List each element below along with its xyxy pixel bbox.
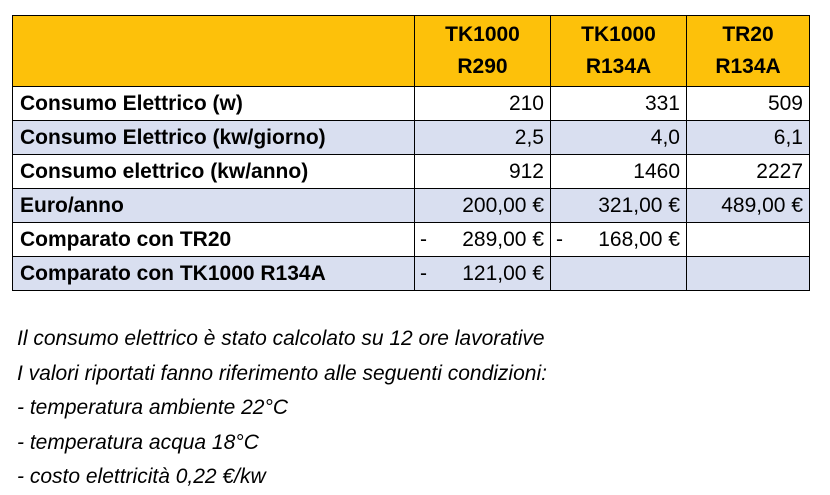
table-cell-empty: [551, 257, 687, 291]
table-cell: 912: [415, 155, 551, 189]
table-cell: 200,00 €: [415, 189, 551, 223]
table-row-comparato-tk1000-r134a: [13, 257, 810, 291]
column-header-line2: R134A: [715, 55, 781, 78]
table-cell: 489,00 €: [687, 189, 810, 223]
column-header-tk1000-r134a: [551, 16, 687, 87]
column-header-line1: TK1000: [445, 23, 520, 46]
negative-sign: -: [420, 227, 427, 251]
table-cell: 2227: [687, 155, 810, 189]
table-cell: [551, 223, 687, 257]
table-cell: 4,0: [551, 121, 687, 155]
cell-amount: 168,00 €: [598, 227, 680, 251]
column-header-tk1000-r290: [415, 16, 551, 87]
table-cell: 2,5: [415, 121, 551, 155]
notes: [17, 322, 547, 495]
table-row-comparato-tr20: [13, 223, 810, 257]
table-row-consumo-kw-giorno: [13, 121, 810, 155]
row-label: Consumo elettrico (kw/anno): [13, 155, 415, 189]
negative-sign: -: [420, 261, 427, 285]
table-cell: [415, 257, 551, 291]
table-cell: 210: [415, 87, 551, 121]
column-header-line2: R290: [457, 55, 508, 78]
table-cell: 331: [551, 87, 687, 121]
cell-amount: 121,00 €: [462, 261, 544, 285]
table-row-consumo-w: [13, 87, 810, 121]
table-cell: 6,1: [687, 121, 810, 155]
row-label: Comparato con TK1000 R134A: [13, 257, 415, 291]
table-cell: 509: [687, 87, 810, 121]
note-line: - temperatura acqua 18°C: [17, 430, 259, 454]
column-header-line1: TR20: [722, 23, 774, 46]
row-label: Consumo Elettrico (w): [13, 87, 415, 121]
table-cell: [415, 223, 551, 257]
cell-amount: 289,00 €: [462, 227, 544, 251]
note-line: - temperatura ambiente 22°C: [17, 396, 289, 419]
note-line: Il consumo elettrico è stato calcolato su 12 ore lavorative: [17, 327, 545, 350]
row-label: Euro/anno: [13, 189, 415, 223]
header-row: [13, 16, 810, 87]
header-empty-cell: [13, 16, 415, 87]
table-cell: 1460: [551, 155, 687, 189]
table-cell-empty: [687, 223, 810, 257]
note-line: - costo elettricità 0,22 €/kw: [17, 465, 266, 488]
table-row-consumo-kw-anno: [13, 155, 810, 189]
column-header-line2: R134A: [585, 55, 652, 78]
row-label: Consumo Elettrico (kw/giorno): [13, 121, 415, 155]
note-line: I valori riportati fanno riferimento alle seguenti condizioni:: [17, 361, 547, 385]
row-label: Comparato con TR20: [13, 223, 415, 257]
table-cell-empty: [687, 257, 810, 291]
negative-sign: -: [556, 227, 563, 251]
table-row-euro-anno: [13, 189, 810, 223]
table-cell: 321,00 €: [551, 189, 687, 223]
comparison-table: [12, 15, 810, 291]
column-header-tr20-r134a: [687, 16, 810, 87]
column-header-line1: TK1000: [581, 23, 656, 46]
